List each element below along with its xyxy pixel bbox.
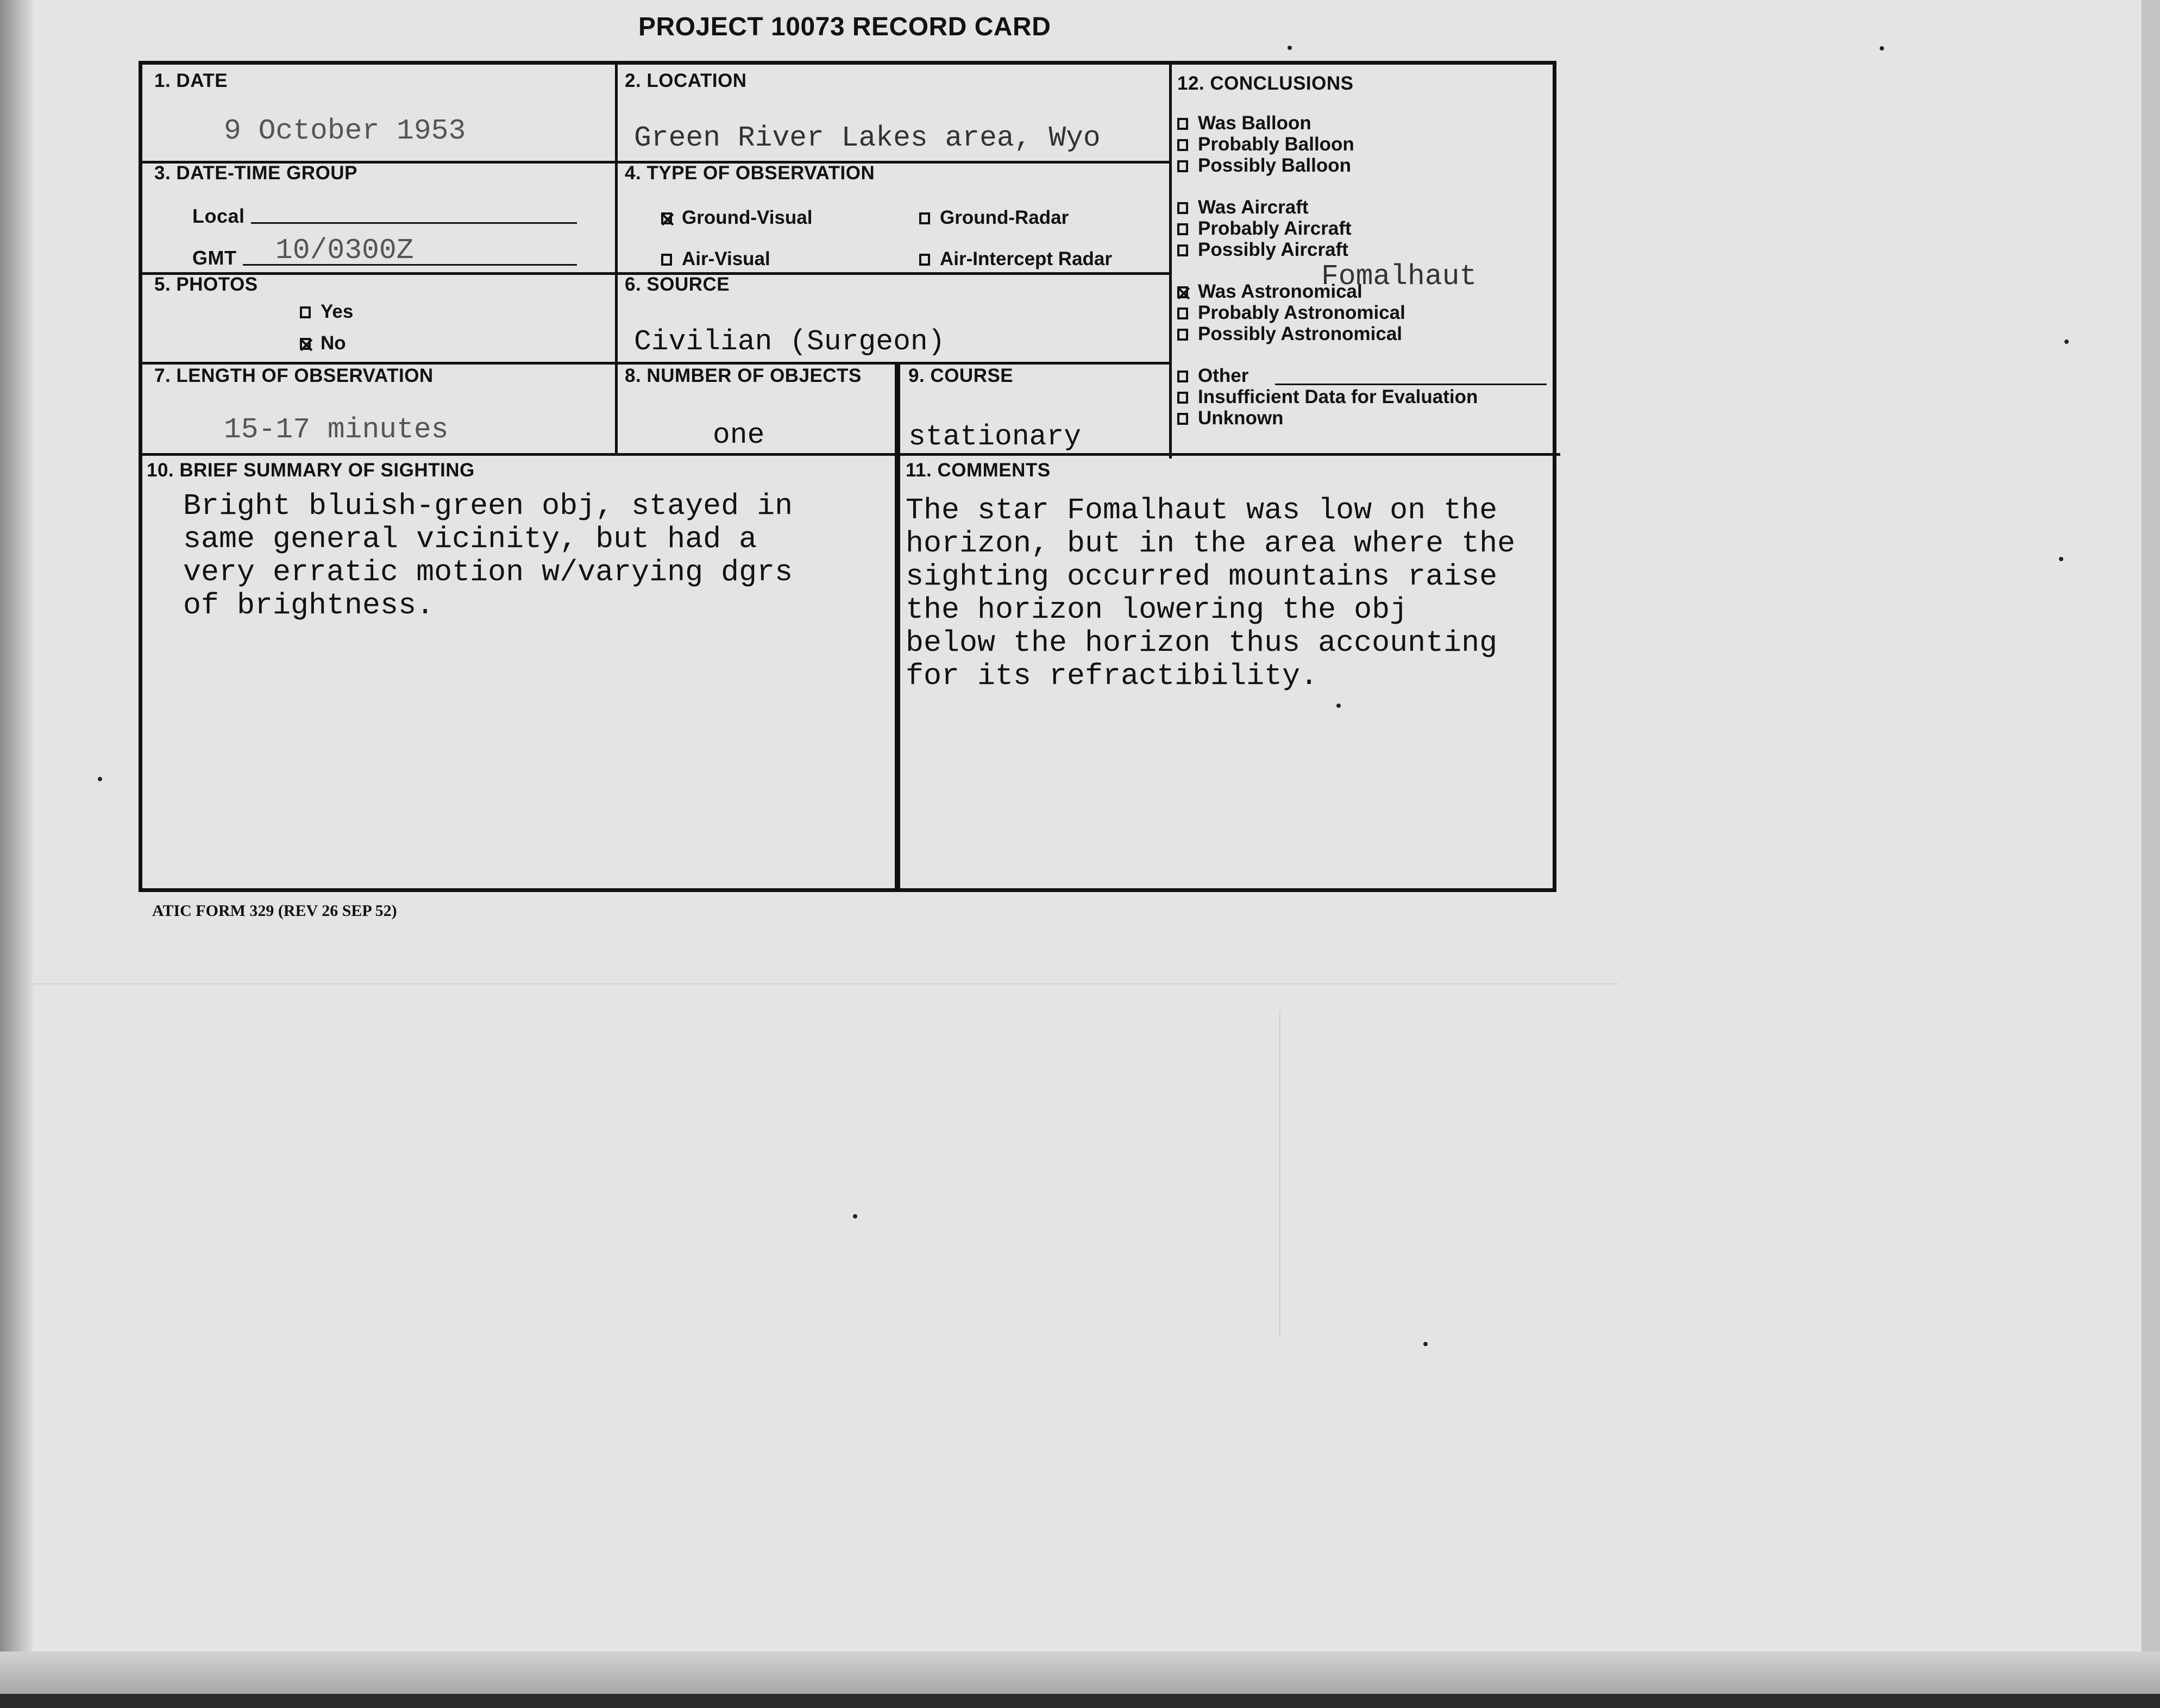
option-air-intercept-radar[interactable]: Air-Intercept Radar bbox=[919, 248, 1112, 270]
speck bbox=[1880, 46, 1884, 51]
conclusion-other[interactable]: Other bbox=[1177, 365, 1478, 386]
divider bbox=[895, 453, 897, 892]
checkbox-icon bbox=[1177, 307, 1188, 319]
checkbox-icon bbox=[1177, 223, 1188, 235]
gmt-label: GMT bbox=[192, 247, 237, 269]
conclusion-possibly-astronomical[interactable]: Possibly Astronomical bbox=[1177, 323, 1405, 344]
option-ground-visual[interactable]: Ground-Visual bbox=[661, 207, 813, 229]
scan-left-edge bbox=[0, 0, 33, 1708]
conclusion-group-aircraft bbox=[1177, 197, 1352, 260]
checkbox-checked-icon bbox=[300, 338, 311, 350]
divider bbox=[142, 362, 1169, 365]
course-value: stationary bbox=[908, 420, 1082, 453]
local-line bbox=[251, 222, 577, 224]
dtg-label: 3. DATE-TIME GROUP bbox=[154, 162, 357, 184]
record-card bbox=[139, 61, 1556, 892]
conclusion-was-astronomical[interactable]: Was Astronomical bbox=[1177, 281, 1405, 302]
conclusion-probably-astronomical[interactable]: Probably Astronomical bbox=[1177, 302, 1405, 323]
summary-label: 10. BRIEF SUMMARY OF SIGHTING bbox=[147, 460, 475, 481]
conclusion-group-astronomical bbox=[1177, 281, 1405, 344]
speck bbox=[1336, 704, 1341, 708]
conclusion-probably-aircraft[interactable]: Probably Aircraft bbox=[1177, 218, 1352, 239]
summary-text bbox=[183, 489, 793, 622]
checkbox-icon bbox=[661, 254, 672, 266]
checkbox-icon bbox=[1177, 329, 1188, 341]
checkbox-icon bbox=[1177, 202, 1188, 214]
form-number: ATIC FORM 329 (REV 26 SEP 52) bbox=[152, 902, 397, 920]
conclusion-insufficient-data[interactable]: Insufficient Data for Evaluation bbox=[1177, 386, 1478, 407]
conclusion-probably-balloon[interactable]: Probably Balloon bbox=[1177, 134, 1354, 155]
checkbox-icon bbox=[1177, 371, 1188, 382]
checkbox-icon bbox=[1177, 392, 1188, 404]
local-label: Local bbox=[192, 205, 245, 227]
checkbox-icon bbox=[300, 306, 311, 318]
option-ground-radar[interactable]: Ground-Radar bbox=[919, 207, 1069, 229]
checkbox-icon bbox=[919, 212, 930, 224]
scan-right-edge bbox=[2142, 0, 2160, 1708]
speck bbox=[2064, 340, 2069, 344]
divider bbox=[895, 362, 897, 453]
option-photos-yes[interactable]: Yes bbox=[300, 301, 353, 323]
date-label: 1. DATE bbox=[154, 70, 228, 91]
comments-line: The star Fomalhaut was low on the bbox=[906, 493, 1498, 528]
divider bbox=[1169, 65, 1172, 459]
checkbox-icon bbox=[919, 254, 930, 266]
conclusion-possibly-aircraft[interactable]: Possibly Aircraft bbox=[1177, 239, 1352, 260]
conclusion-group-balloon bbox=[1177, 112, 1354, 176]
comments-line: the horizon lowering the obj bbox=[906, 593, 1408, 627]
conclusion-possibly-balloon[interactable]: Possibly Balloon bbox=[1177, 155, 1354, 176]
speck bbox=[98, 777, 102, 781]
speck bbox=[853, 1214, 857, 1219]
comments-line: sighting occurred mountains raise bbox=[906, 560, 1498, 594]
astronomical-note: Fomalhaut bbox=[1321, 260, 1477, 293]
other-line bbox=[1275, 384, 1547, 385]
comments-line: horizon, but in the area where the bbox=[906, 526, 1516, 561]
length-value: 15-17 minutes bbox=[224, 413, 449, 446]
source-value: Civilian (Surgeon) bbox=[634, 325, 945, 358]
page-crease bbox=[1279, 1010, 1280, 1336]
checkbox-icon bbox=[1177, 244, 1188, 256]
checkbox-icon bbox=[1177, 118, 1188, 130]
length-label: 7. LENGTH OF OBSERVATION bbox=[154, 365, 434, 386]
checkbox-icon bbox=[1177, 413, 1188, 425]
objects-label: 8. NUMBER OF OBJECTS bbox=[625, 365, 862, 386]
divider bbox=[142, 453, 1560, 456]
location-value: Green River Lakes area, Wyo bbox=[634, 122, 1101, 154]
checkbox-icon bbox=[1177, 160, 1188, 172]
conclusion-unknown[interactable]: Unknown bbox=[1177, 407, 1478, 429]
summary-line: Bright bluish-green obj, stayed in bbox=[183, 489, 793, 523]
option-photos-no[interactable]: No bbox=[300, 332, 346, 354]
checkbox-checked-icon bbox=[1177, 286, 1188, 298]
conclusion-was-balloon[interactable]: Was Balloon bbox=[1177, 112, 1354, 134]
speck bbox=[1288, 46, 1292, 50]
page-fold-line bbox=[33, 983, 1619, 984]
divider bbox=[897, 363, 900, 890]
summary-line: of brightness. bbox=[183, 588, 435, 623]
source-label: 6. SOURCE bbox=[625, 274, 730, 295]
speck bbox=[2059, 557, 2063, 561]
conclusion-group-other bbox=[1177, 365, 1478, 429]
objects-value: one bbox=[713, 419, 765, 451]
option-air-visual[interactable]: Air-Visual bbox=[661, 248, 770, 270]
conclusions-label: 12. CONCLUSIONS bbox=[1177, 73, 1354, 94]
checkbox-checked-icon bbox=[661, 212, 672, 224]
summary-line: very erratic motion w/varying dgrs bbox=[183, 555, 793, 589]
summary-line: same general vicinity, but had a bbox=[183, 522, 757, 556]
checkbox-icon bbox=[1177, 139, 1188, 151]
speck bbox=[1423, 1342, 1428, 1346]
scan-film-border bbox=[0, 1694, 2160, 1708]
comments-line: for its refractibility. bbox=[906, 659, 1318, 693]
card-title: PROJECT 10073 RECORD CARD bbox=[638, 12, 1051, 41]
location-label: 2. LOCATION bbox=[625, 70, 747, 91]
course-label: 9. COURSE bbox=[908, 365, 1014, 386]
observation-label: 4. TYPE OF OBSERVATION bbox=[625, 162, 875, 184]
conclusion-was-aircraft[interactable]: Was Aircraft bbox=[1177, 197, 1352, 218]
photos-label: 5. PHOTOS bbox=[154, 274, 258, 295]
date-value: 9 October 1953 bbox=[224, 115, 466, 147]
comments-line: below the horizon thus accounting bbox=[906, 626, 1498, 660]
comments-label: 11. COMMENTS bbox=[906, 460, 1051, 481]
divider bbox=[615, 65, 618, 453]
comments-text bbox=[906, 494, 1515, 693]
gmt-value: 10/0300Z bbox=[275, 234, 414, 267]
